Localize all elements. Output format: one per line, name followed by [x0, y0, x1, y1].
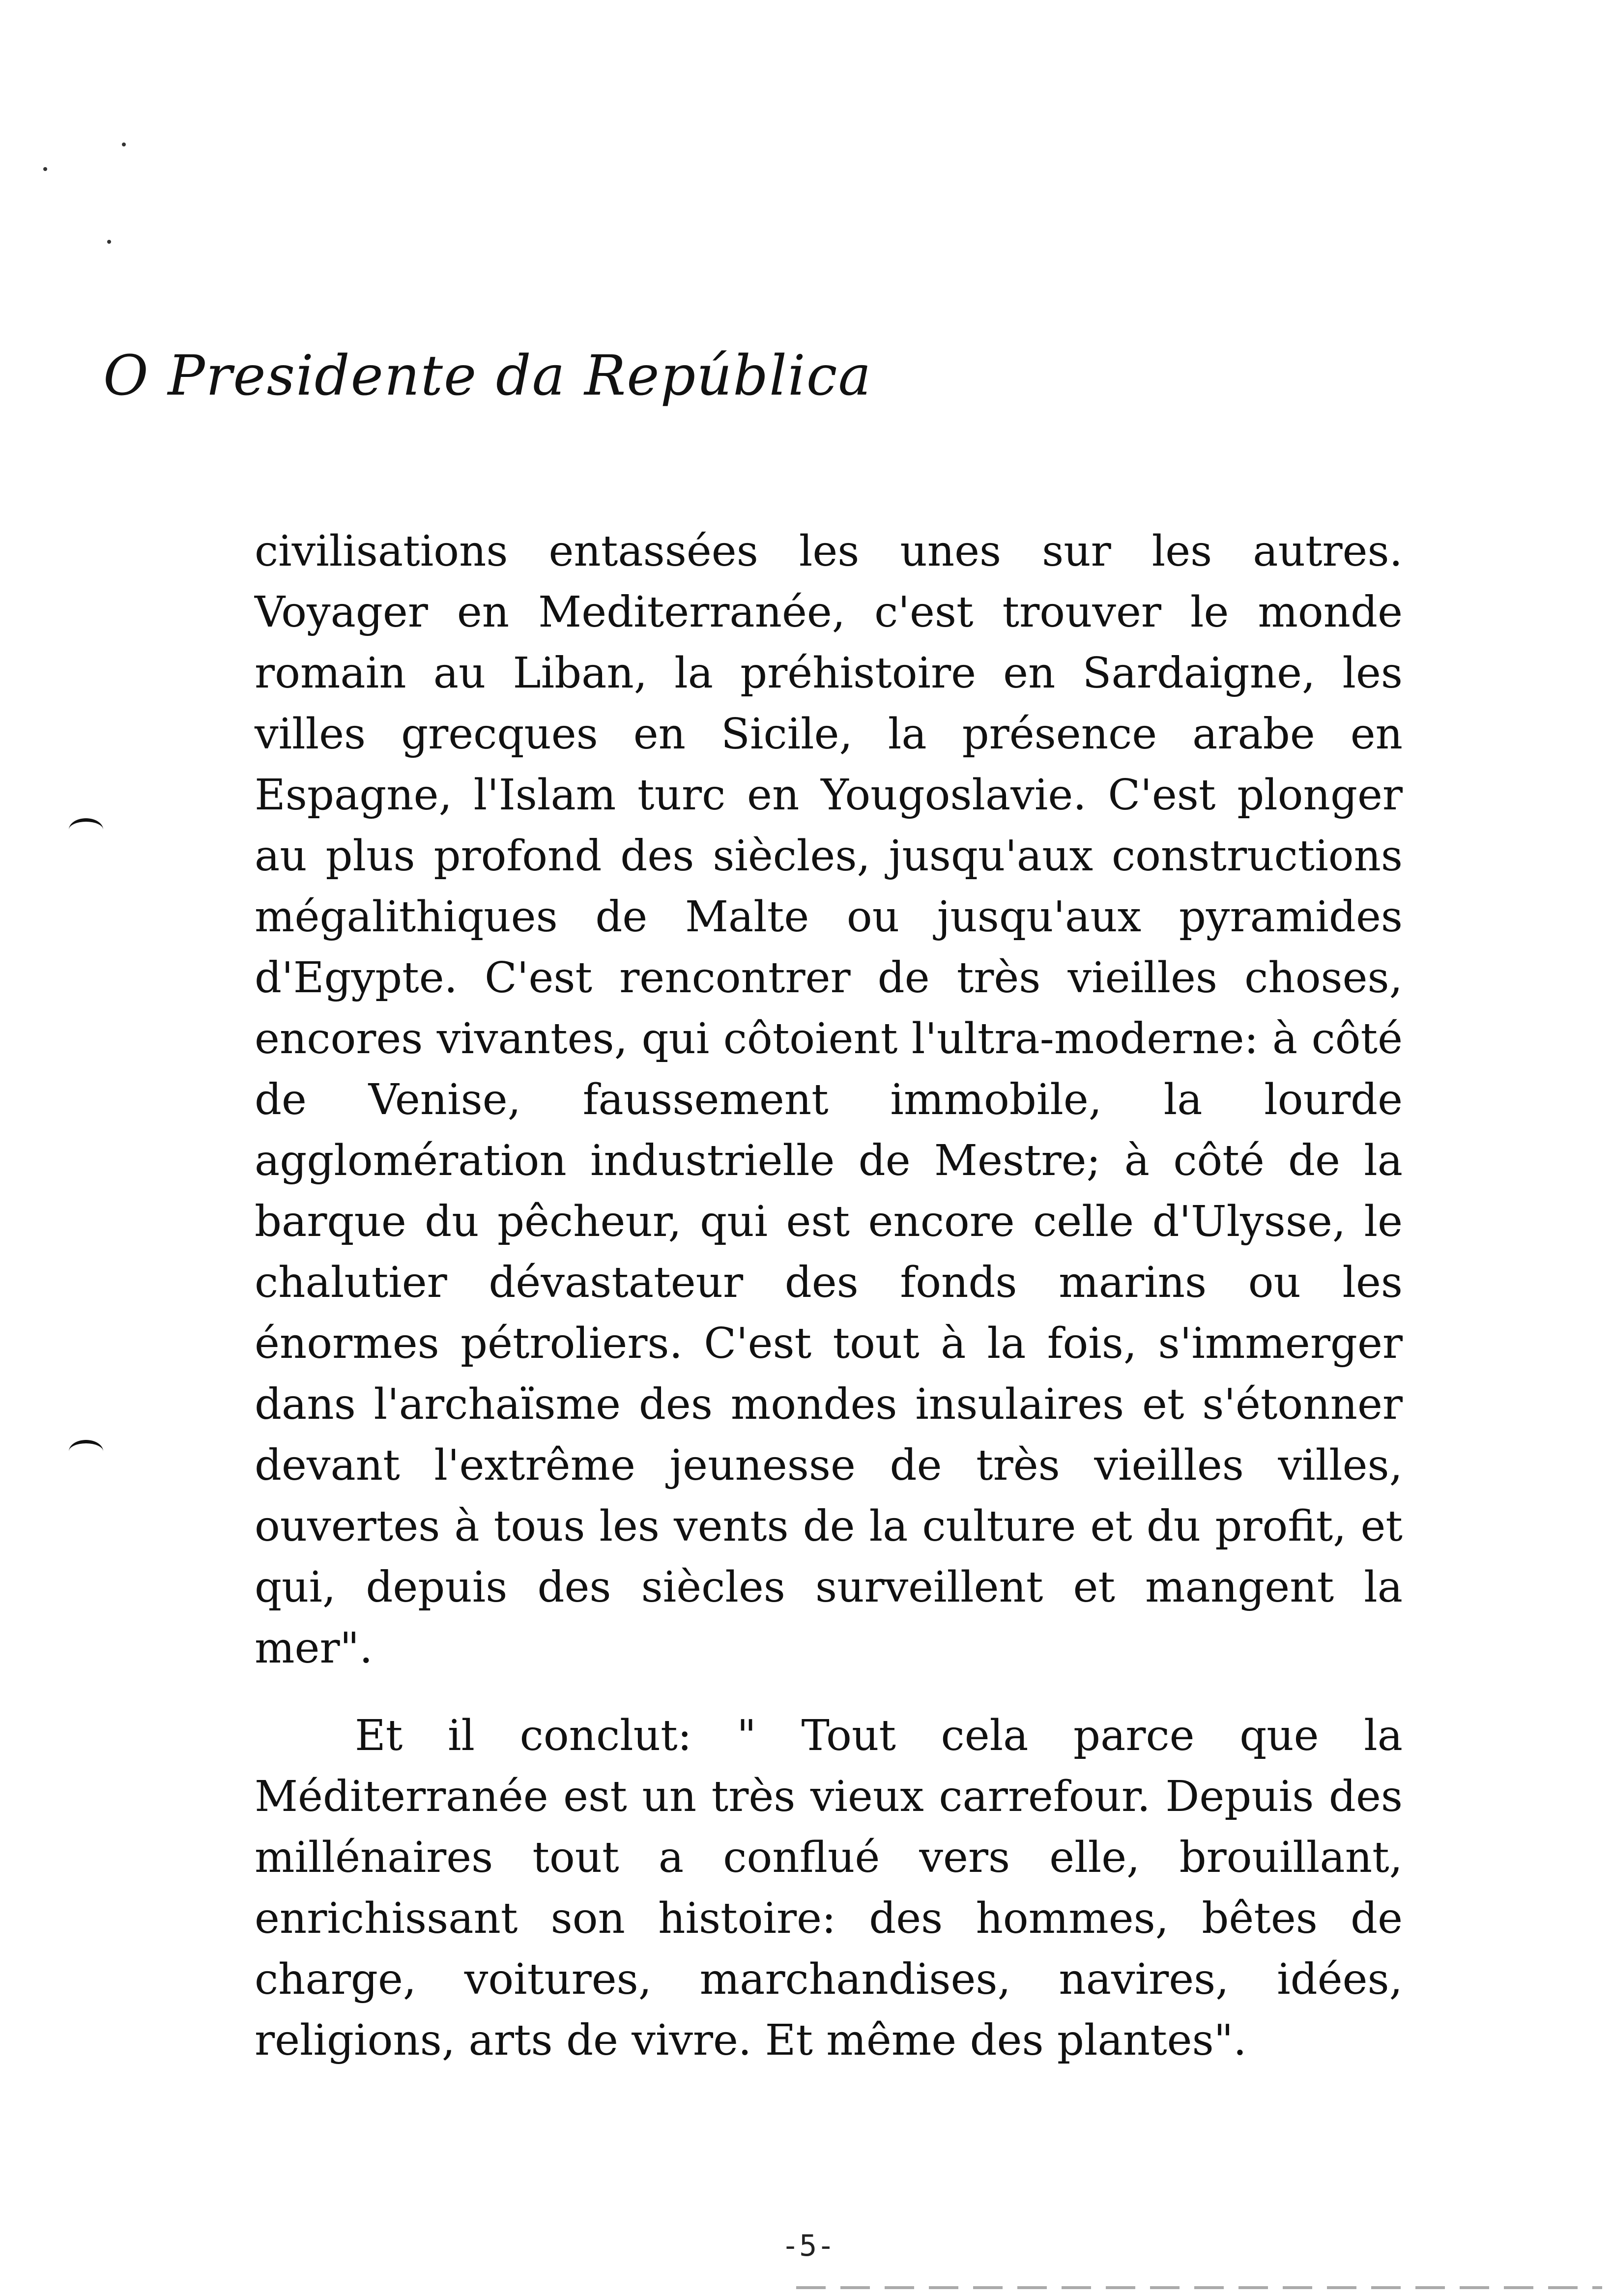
scan-speck [122, 143, 126, 146]
body-text [255, 521, 1403, 2071]
paragraph-1: civilisations entassées les unes sur les autres. Voyager en Mediterranée, c'est trouver le monde romain au Liban, la préhistoire en Sardaigne, les villes grecques en Sicile, la présence arabe en Espagne, l'Islam turc en Yougoslavie. C'est plonger au plus profond des siècles, jusqu'aux constructions mégalithiques de Malte ou jusqu'aux pyramides d'Egypte. C'est rencontrer de très vieilles choses, encores vivantes, qui côtoient l'ultra-moderne: à côté de Venise, faussement immobile, la lourde agglomération industrielle de Mestre; à côté de la barque du pêcheur, qui est encore celle d'Ulysse, le chalutier dévastateur des fonds marins ou les énormes pétroliers. C'est tout à la fois, s'immerger dans l'archaïsme des mondes insulaires et s'étonner devant l'extrême jeunesse de très vieilles villes, ouvertes à tous les vents de la culture et du profit, et qui, depuis des siècles surveillent et mangent la mer". [255, 527, 1403, 1673]
margin-mark [69, 1440, 103, 1463]
scan-speck [43, 167, 47, 171]
paragraph-2: Et il conclut: " Tout cela parce que la Méditerranée est un très vieux carrefour. Depuis des millénaires tout a conflué vers elle, brouillant, enrichissant son histoire: des hommes, bêtes de charge, voitures, marchandises, navires, idées, religions, arts de vivre. Et même des plantes". [255, 1711, 1403, 2065]
scan-edge-rule [796, 2286, 1602, 2289]
scan-speck [107, 240, 111, 244]
page-number: -5- [781, 2229, 835, 2263]
letterhead-title: O Presidente da República [103, 344, 872, 408]
margin-mark [69, 818, 103, 841]
